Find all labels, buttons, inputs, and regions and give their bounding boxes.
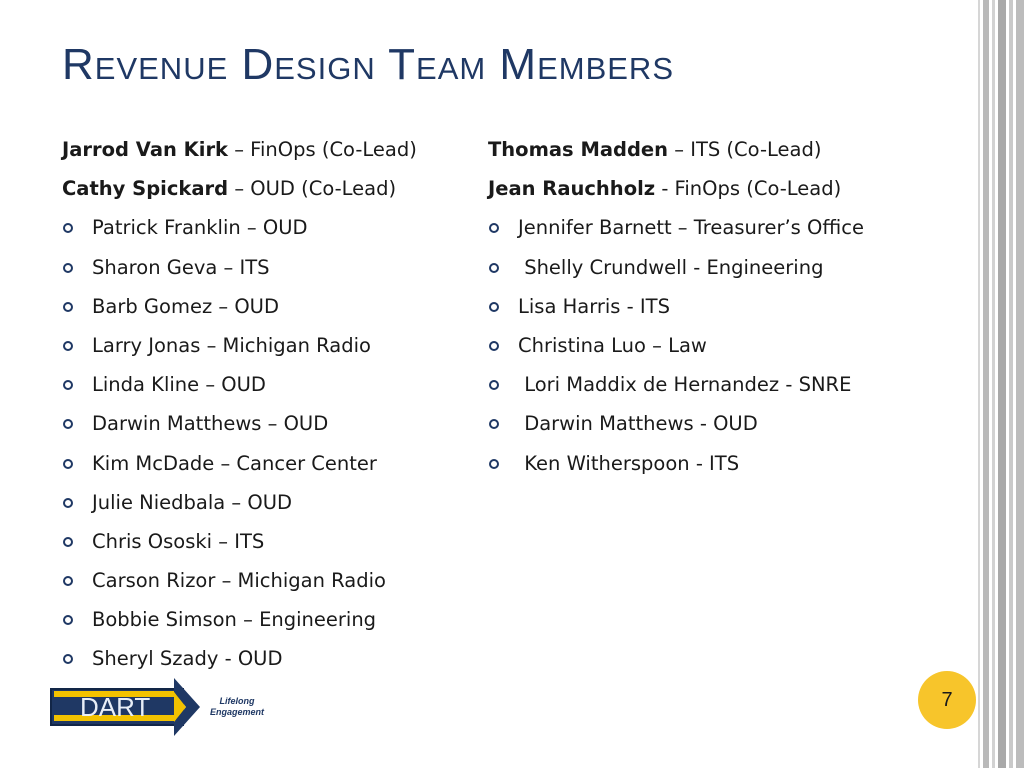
member-item: [62, 448, 472, 487]
member-item: [62, 212, 472, 251]
member-item: [488, 291, 958, 330]
side-stripe: [998, 0, 1006, 768]
bullet-ring-icon: [489, 419, 499, 429]
member-text: Linda Kline – OUD: [92, 373, 266, 397]
member-item: [488, 369, 958, 408]
member-item: [62, 408, 472, 447]
co-lead-role: – ITS (Co-Lead): [668, 138, 822, 161]
bullet-ring-icon: [63, 576, 73, 586]
slide-title: Revenue Design Team Members: [62, 40, 675, 89]
member-text: Patrick Franklin – OUD: [92, 216, 308, 240]
co-lead-line: [62, 134, 472, 173]
member-item: [62, 526, 472, 565]
bullet-ring-icon: [489, 459, 499, 469]
co-lead-role: - FinOps (Co-Lead): [655, 177, 842, 201]
bullet-ring-icon: [489, 341, 499, 351]
member-item: [488, 252, 958, 291]
member-text: Sharon Geva – ITS: [92, 255, 270, 279]
bullet-ring-icon: [63, 380, 73, 390]
side-stripe: [1016, 0, 1024, 768]
side-stripe: [983, 0, 989, 768]
bullet-ring-icon: [63, 459, 73, 469]
member-item: [488, 330, 958, 369]
member-item: [62, 252, 472, 291]
member-item: [62, 291, 472, 330]
member-text: Ken Witherspoon - ITS: [518, 451, 740, 475]
member-text: Darwin Matthews - OUD: [518, 412, 758, 436]
bullet-ring-icon: [63, 302, 73, 312]
member-text: Shelly Crundwell - Engineering: [518, 255, 824, 279]
logo-tagline-line: Engagement: [209, 707, 264, 717]
logo-wordmark: DART: [80, 692, 151, 722]
logo-tagline-line: Lifelong: [219, 696, 255, 706]
member-text: Larry Jonas – Michigan Radio: [92, 333, 371, 357]
member-text: Barb Gomez – OUD: [92, 294, 279, 318]
member-item: [488, 408, 958, 447]
bullet-ring-icon: [489, 380, 499, 390]
member-text: Sheryl Szady - OUD: [92, 647, 283, 671]
co-lead-name: Cathy Spickard: [62, 177, 229, 201]
page-number-badge: 7: [918, 671, 976, 729]
bullet-ring-icon: [489, 263, 499, 273]
side-stripe: [978, 0, 980, 768]
logo-tagline: [202, 696, 272, 718]
member-text: Carson Rizor – Michigan Radio: [92, 569, 386, 593]
bullet-ring-icon: [63, 654, 73, 664]
member-text: Bobbie Simson – Engineering: [92, 608, 377, 632]
bullet-ring-icon: [489, 223, 499, 233]
member-item: [488, 448, 958, 487]
member-text: Kim McDade – Cancer Center: [92, 451, 377, 475]
member-text: Julie Niedbala – OUD: [92, 490, 292, 514]
bullet-ring-icon: [63, 537, 73, 547]
co-lead-line: [62, 173, 472, 212]
co-lead-name: Thomas Madden: [488, 138, 669, 161]
member-item: [62, 565, 472, 604]
co-lead-name: Jarrod Van Kirk: [62, 138, 229, 161]
member-item: [488, 212, 958, 251]
arrow-icon: [174, 678, 202, 736]
member-item: [62, 487, 472, 526]
member-text: Christina Luo – Law: [518, 333, 707, 357]
side-stripe: [1009, 0, 1013, 768]
member-text: Lisa Harris - ITS: [518, 294, 670, 318]
right-column: [488, 134, 958, 487]
co-lead-line: [488, 134, 958, 173]
member-item: [62, 369, 472, 408]
member-text: Chris Ososki – ITS: [92, 529, 265, 553]
co-lead-line: [488, 173, 958, 212]
member-text: Darwin Matthews – OUD: [92, 412, 329, 436]
left-column: [62, 134, 472, 683]
bullet-ring-icon: [63, 263, 73, 273]
dart-logo: [48, 678, 278, 736]
bullet-ring-icon: [63, 223, 73, 233]
member-item: [62, 643, 472, 682]
bullet-ring-icon: [63, 419, 73, 429]
member-text: Jennifer Barnett – Treasurer’s Office: [518, 216, 864, 240]
co-lead-role: – OUD (Co-Lead): [228, 177, 397, 201]
bullet-ring-icon: [63, 498, 73, 508]
bullet-ring-icon: [63, 615, 73, 625]
co-lead-role: – FinOps (Co-Lead): [228, 138, 417, 161]
member-text: Lori Maddix de Hernandez - SNRE: [518, 373, 852, 397]
bullet-ring-icon: [489, 302, 499, 312]
side-stripe: [992, 0, 995, 768]
co-lead-name: Jean Rauchholz: [488, 177, 656, 201]
member-item: [62, 604, 472, 643]
member-item: [62, 330, 472, 369]
bullet-ring-icon: [63, 341, 73, 351]
